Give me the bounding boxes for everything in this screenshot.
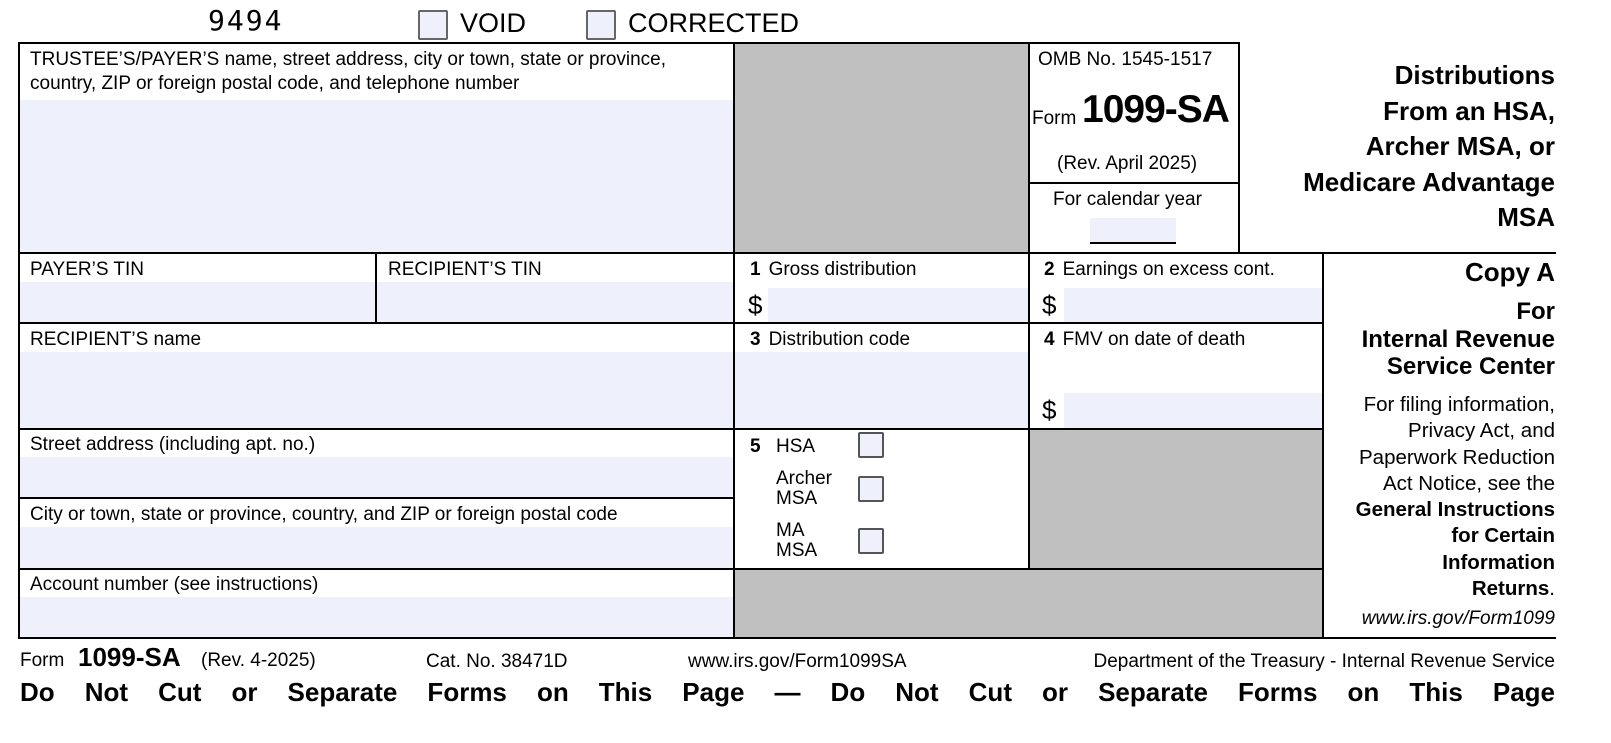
box5-archer-label-2: MSA bbox=[776, 488, 818, 509]
box1-label: 1 Gross distribution bbox=[750, 259, 917, 280]
box4-fmv-input[interactable] bbox=[1064, 393, 1322, 428]
footer-cat-no: Cat. No. 38471D bbox=[426, 651, 568, 672]
info-line4: Act Notice, see the bbox=[1382, 471, 1555, 495]
title-line1: Distributions bbox=[1394, 60, 1555, 90]
filing-info bbox=[1315, 392, 1555, 602]
box4-label: 4 FMV on date of death bbox=[1044, 329, 1246, 350]
box3-label: 3 Distribution code bbox=[750, 329, 911, 350]
form-code: 9494 bbox=[208, 4, 284, 37]
payer-tin-label: PAYER’S TIN bbox=[30, 259, 145, 280]
for-label: For bbox=[1516, 298, 1555, 325]
box1-dollar: $ bbox=[748, 290, 763, 320]
box5-hsa-label: HSA bbox=[776, 436, 816, 457]
footer-form-word: Form bbox=[20, 650, 65, 671]
irs-line1: Internal Revenue bbox=[1361, 326, 1555, 353]
form-word: Form bbox=[1032, 108, 1077, 129]
recipient-tin-label: RECIPIENT’S TIN bbox=[388, 259, 542, 280]
bold-line1: General Instructions bbox=[1355, 498, 1555, 522]
info-line3: Paperwork Reduction bbox=[1359, 445, 1555, 469]
street-address-label: Street address (including apt. no.) bbox=[30, 434, 316, 455]
box3-distribution-code-input[interactable] bbox=[734, 352, 1028, 428]
form-number: 1099-SA bbox=[1082, 88, 1229, 131]
shaded-area-top bbox=[734, 44, 1028, 252]
omb-number: OMB No. 1545-1517 bbox=[1038, 49, 1213, 70]
shaded-area-bottom bbox=[734, 569, 1322, 637]
box1-gross-distribution-input[interactable] bbox=[768, 288, 1028, 322]
shaded-area-box5-right bbox=[1029, 429, 1322, 568]
payer-info-input[interactable] bbox=[20, 100, 733, 252]
corrected-label: CORRECTED bbox=[628, 8, 800, 38]
irs-line2: Service Center bbox=[1386, 353, 1555, 380]
city-input[interactable] bbox=[20, 527, 733, 568]
bold-line4: Returns. bbox=[1471, 577, 1555, 601]
box5-archer-msa-checkbox[interactable] bbox=[858, 476, 884, 502]
calendar-year-label: For calendar year bbox=[1053, 189, 1202, 210]
box2-earnings-input[interactable] bbox=[1064, 288, 1322, 322]
do-not-cut-warning: Do Not Cut or Separate Forms on This Page — Do Not Cut or Separate Forms on This Page bbox=[20, 677, 1555, 707]
footer-url[interactable]: www.irs.gov/Form1099SA bbox=[688, 651, 907, 672]
footer-department: Department of the Treasury - Internal Revenue Service bbox=[1093, 651, 1555, 672]
box5-archer-label-1: Archer bbox=[776, 468, 832, 489]
title-line2: From an HSA, bbox=[1383, 95, 1555, 126]
bold-line2: for Certain bbox=[1451, 524, 1555, 548]
box5-hsa-checkbox[interactable] bbox=[858, 432, 884, 458]
box5-ma-label-2: MSA bbox=[776, 540, 818, 561]
calendar-year-input[interactable] bbox=[1090, 218, 1176, 244]
box2-dollar: $ bbox=[1042, 290, 1057, 320]
form-title bbox=[1303, 58, 1555, 236]
account-number-input[interactable] bbox=[20, 597, 733, 637]
corrected-checkbox[interactable] bbox=[586, 10, 616, 40]
bold-line3: Information bbox=[1442, 550, 1555, 574]
city-label: City or town, state or province, country, and ZIP or foreign postal code bbox=[30, 504, 618, 525]
footer-revision: (Rev. 4-2025) bbox=[201, 650, 316, 671]
revision: (Rev. April 2025) bbox=[1057, 153, 1198, 174]
recipient-name-label: RECIPIENT’S name bbox=[30, 329, 202, 350]
copy-a-panel bbox=[1315, 256, 1555, 380]
box2-label: 2 Earnings on excess cont. bbox=[1044, 259, 1275, 280]
footer-form-number: 1099-SA bbox=[78, 642, 181, 672]
void-checkbox[interactable] bbox=[418, 10, 448, 40]
payer-tin-input[interactable] bbox=[20, 282, 375, 322]
void-label: VOID bbox=[460, 8, 527, 38]
info-line1: For filing information, bbox=[1363, 393, 1555, 416]
payer-block-label-line1: TRUSTEE’S/PAYER’S name, street address, city or town, state or province, bbox=[30, 49, 667, 70]
box4-dollar: $ bbox=[1042, 395, 1057, 425]
account-number-label: Account number (see instructions) bbox=[30, 574, 319, 595]
box5-ma-msa-checkbox[interactable] bbox=[858, 528, 884, 554]
copy-url[interactable]: www.irs.gov/Form1099 bbox=[1361, 608, 1555, 629]
title-line5: MSA bbox=[1497, 202, 1555, 232]
recipient-name-input[interactable] bbox=[20, 352, 733, 428]
title-line4: Medicare Advantage bbox=[1303, 166, 1555, 197]
title-line3: Archer MSA, or bbox=[1365, 131, 1555, 161]
box5-num: 5 bbox=[750, 436, 761, 457]
copy-label: Copy A bbox=[1464, 257, 1555, 287]
box5-ma-label-1: MA bbox=[776, 520, 805, 541]
payer-block-label-line2: country, ZIP or foreign postal code, and telephone number bbox=[30, 73, 520, 94]
info-line2: Privacy Act, and bbox=[1408, 419, 1555, 443]
street-address-input[interactable] bbox=[20, 457, 733, 497]
recipient-tin-input[interactable] bbox=[377, 282, 733, 322]
